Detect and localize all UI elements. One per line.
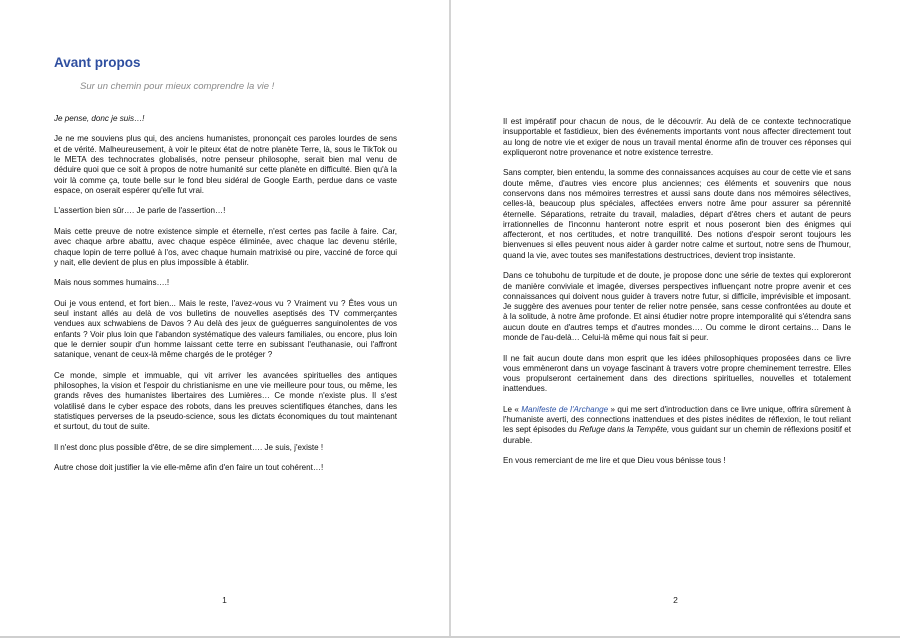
body-paragraph: Ce monde, simple et immuable, qui vit arriver les avancées spirituelles des antiques philosophes, la vision et l'espoir du christianisme en une vie meilleure pour tous, ou même, les grands rêves des humanistes libertaires des Lumières… Ce monde n'existe plus. Il s'est volatilisé dans le cyber espace des robots, dans les preuves scientifiques étanches, dans les statistiques perverses de la pseudo-science, sous les dictats économiques du tout maintenant et surtout, du tout de suite. (54, 370, 397, 432)
opening-quote: Je pense, donc je suis…! (54, 114, 145, 123)
intro-middle: » qui me sert d'introduction dans ce livre unique, offrira sûrement à l'humaniste averti, des connections inattendues et des pistes inédites de réflexion, le tout reliant les sept épisodes du (503, 404, 851, 435)
body-paragraph: Sans compter, bien entendu, la somme des connaissances acquises au cour de cette vie et sans doute même, d'autres vies encore plus anciennes; ces éléments et souvenirs que nous conservons dans nos mémoires terrestres et aussi sans doute dans nos mémoires sélectives, celles-là, beaucoup plus spéciales, affectées envers notre âme pour assurer sa pérennité éternelle. Séparations, retraite du travail, maladies, départ d'êtres chers et autant de peurs irrationnelles de l'inconnu hanteront notre esprit et nous poseront bien des énigmes qui affecteront, et nos certitudes, et notre tranquillité. Des notions d'espoir seront toujours les bienvenues si elles peuvent nous aider à garder notre calme et surtout, notre sens de l'humour, quand la vie, avec toutes ses manifestations destructrices, devient trop insistante. (503, 168, 851, 260)
page-subtitle: Sur un chemin pour mieux comprendre la vie ! (80, 81, 275, 92)
left-page-body (54, 114, 397, 484)
body-paragraph: Il n'est donc plus possible d'être, de se dire simplement…. Je suis, j'existe ! (54, 442, 324, 452)
document-page-left (0, 0, 449, 636)
manifesto-title: Manifeste de l'Archange (521, 404, 609, 414)
body-paragraph: Mais cette preuve de notre existence simple et éternelle, n'est certes pas facile à faire. Car, avec chaque arbre abattu, avec chaque espèce éliminée, avec chaque lac devenu stérile, chaque lopin de terre pollué à l'os, avec chaque humain matrixisé ou pire, vacciné de force qui y nait, elle devient de plus en plus impossible à établir. (54, 226, 397, 267)
body-paragraph: Il est impératif pour chacun de nous, de le découvrir. Au delà de ce contexte technocratique insupportable et fastidieux, bien des événements importants vont nous affecter directement tout au long de notre vie et exiger de nous un travail mental énorme afin de trouver ces réponses qui expliqueront notre provenance et notre existence terrestre. (503, 117, 851, 157)
intro-end: vous guidant sur un chemin de réflexions positif et durable. (503, 425, 851, 445)
body-paragraph: Autre chose doit justifier la vie elle-même afin d'en faire un tout cohérent…! (54, 463, 324, 473)
body-paragraph: L'assertion bien sûr…. Je parle de l'assertion…! (54, 206, 226, 216)
series-title: Refuge dans la Tempête, (579, 425, 670, 435)
body-paragraph: Mais nous sommes humains….! (54, 278, 170, 288)
body-paragraph: Oui je vous entend, et fort bien... Mais le reste, l'avez-vous vu ? Vraiment vu ? Êtes vous un seul instant allés au delà de vos bulletins de nouvelles aseptisés des TV commerçantes vendues aux schwabiens de Davos ? Au delà des jeux de guéguerres sanguinolentes de vos enfants ? Voir plus loin que l'abandon systématique des valeurs familiales, ou encore, plus loin que le dernier soupir d'un homme laissant cette terre en subissant l'euthanasie, oui l'affront satanique, venant de ceux-là même chargés de le protéger ? (54, 298, 397, 360)
closing-line: En vous remerciant de me lire et que Dieu vous bénisse tous ! (503, 456, 726, 466)
page-number: 1 (222, 595, 227, 605)
page-number: 2 (673, 595, 678, 605)
right-page-body (503, 117, 851, 477)
intro-paragraph (503, 405, 851, 446)
intro-lead: Le « (503, 404, 522, 414)
page-title: Avant propos (54, 55, 141, 70)
body-paragraph: Dans ce tohubohu de turpitude et de doute, je propose donc une série de textes qui exploreront de manière conviviale et imagée, diverses perspectives influençant notre propre avenir et ces connaissances qui doivent nous guider à travers notre futur, si difficile, imprévisible et imposant. Je suggère des avenues pour tenter de relier notre pensée, sans cesse confrontées au doute et à la solitude, à notre âme profonde. Et ainsi étudier notre propre intemporalité qui s'étendra sans aucun doute en d'autres temps et d'autres mondes…. Ou comme le diront certains… Dans le monde de l'au-delà… Celui-là même qui nous fait si peur. (503, 271, 851, 343)
body-paragraph: Il ne fait aucun doute dans mon esprit que les idées philosophiques proposées dans ce livre vous emmèneront dans un voyage fascinant à travers votre propre cheminement terrestre. Elles vous propulseront certainement dans des directions spirituelles, nouvelles et totalement inattendues. (503, 353, 851, 394)
body-paragraph: Je ne me souviens plus qui, des anciens humanistes, prononçait ces paroles lourdes de sens et de vérité. Malheureusement, à voir le piteux état de notre planète Terre, là, sous le TikTok ou le META des technocrates globalisés, notre penseur philosophe, serait bien mal venu de déduire quoi que ce soit à propos de notre humanité sur cette planète en difficulté. Bien qu'à la voir là comme ça, toute belle sur le fond bleu sidéral de Google Earth, perdue dans ce vaste espace, on oserait espérer qu'elle fut vrai. (54, 134, 397, 195)
document-page-right (451, 0, 900, 636)
